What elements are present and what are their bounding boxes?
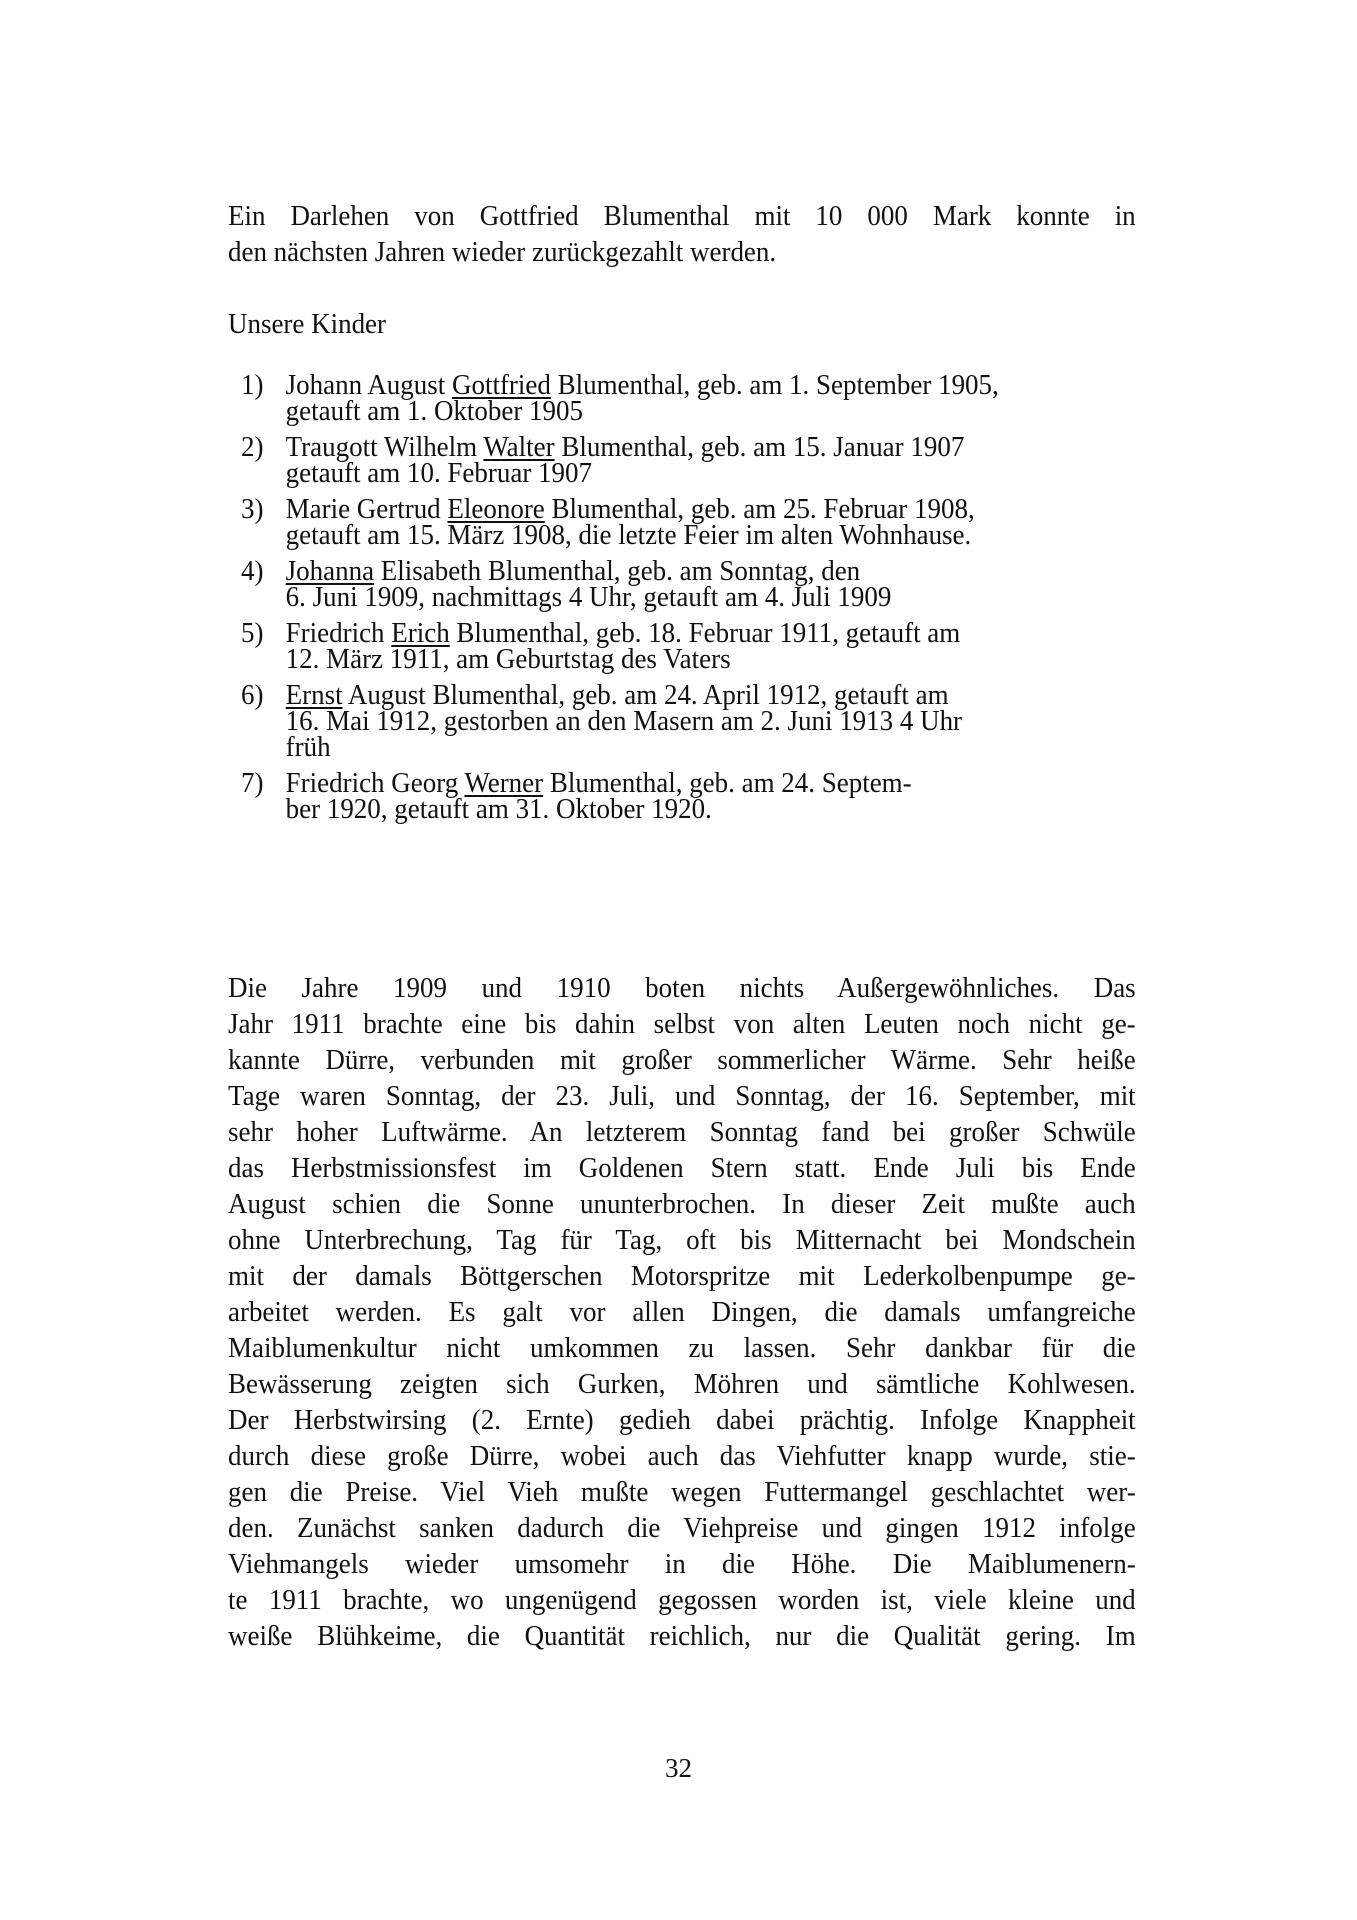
body-line: August schien die Sonne ununterbrochen. In dieser Zeit mußte auch [228, 1188, 1136, 1220]
child-entry-7 [228, 767, 1158, 825]
call-name-underlined: Gottfried [451, 369, 551, 401]
call-name-underlined: Eleonore [447, 493, 545, 525]
birth-text: Blumenthal, geb. am 25. Februar 1908, [544, 493, 975, 525]
intro-paragraph [228, 198, 1136, 270]
call-name-underlined: Ernst [285, 679, 343, 711]
body-line: weiße Blühkeime, die Quantität reichlich, nur die Qualität gering. Im [228, 1620, 1136, 1652]
birth-text: Blumenthal, geb. am 15. Januar 1907 [554, 431, 965, 463]
body-line: ohne Unterbrechung, Tag für Tag, oft bis Mitternacht bei Mondschein [228, 1224, 1136, 1256]
call-name-underlined: Walter [483, 431, 555, 463]
intro-line: den nächsten Jahren wieder zurückgezahlt werden. [228, 236, 777, 268]
child-entry-6 [228, 679, 1158, 763]
body-line: Bewässerung zeigten sich Gurken, Möhren und sämtliche Kohlwesen. [228, 1368, 1136, 1400]
child-entry-5 [228, 617, 1158, 675]
child-line-2: 12. März 1911, am Geburtstag des Vaters [285, 643, 731, 675]
birth-text: Blumenthal, geb. am 1. September 1905, [550, 369, 999, 401]
body-line: kannte Dürre, verbunden mit großer sommerlicher Wärme. Sehr heiße [228, 1044, 1136, 1076]
body-line: das Herbstmissionsfest im Goldenen Stern statt. Ende Juli bis Ende [228, 1152, 1136, 1184]
name-text: Marie Gertrud [285, 493, 448, 525]
name-text: Friedrich Georg [285, 767, 465, 799]
call-name-underlined: Johanna [285, 555, 375, 587]
children-heading: Unsere Kinder [228, 308, 387, 340]
birth-text: August Blumenthal, geb. am 24. April 1912, getauft am [342, 679, 949, 711]
list-number: 6) [241, 679, 264, 711]
name-text: Friedrich [285, 617, 392, 649]
child-entry-2 [228, 431, 1158, 489]
body-line: sehr hoher Luftwärme. An letzterem Sonntag fand bei großer Schwüle [228, 1116, 1136, 1148]
child-line-2: 6. Juni 1909, nachmittags 4 Uhr, getauft am 4. Juli 1909 [285, 581, 892, 613]
child-line-2: getauft am 15. März 1908, die letzte Feier im alten Wohnhause. [285, 519, 972, 551]
call-name-underlined: Werner [464, 767, 544, 799]
child-entry-4 [228, 555, 1158, 613]
body-line: te 1911 brachte, wo ungenügend gegossen worden ist, viele kleine und [228, 1584, 1136, 1616]
body-line: durch diese große Dürre, wobei auch das Viehfutter knapp wurde, stie- [228, 1440, 1136, 1472]
children-list [228, 369, 1158, 832]
name-text: Johann August [285, 369, 452, 401]
body-line: Die Jahre 1909 und 1910 boten nichts Außergewöhnliches. Das [228, 972, 1136, 1004]
list-number: 3) [241, 493, 264, 525]
body-line: Jahr 1911 brachte eine bis dahin selbst von alten Leuten noch nicht ge- [228, 1008, 1136, 1040]
child-line-2: 16. Mai 1912, gestorben an den Masern am 2. Juni 1913 4 Uhr [285, 705, 963, 737]
intro-line: Ein Darlehen von Gottfried Blumenthal mit 10 000 Mark konnte in [228, 200, 1136, 232]
child-entry-1 [228, 369, 1158, 427]
call-name-underlined: Erich [391, 617, 450, 649]
child-entry-3 [228, 493, 1158, 551]
body-line: gen die Preise. Viel Vieh mußte wegen Futtermangel geschlachtet wer- [228, 1476, 1136, 1508]
body-line: Der Herbstwirsing (2. Ernte) gedieh dabei prächtig. Infolge Knappheit [228, 1404, 1136, 1436]
child-line-2: ber 1920, getauft am 31. Oktober 1920. [285, 793, 712, 825]
birth-text: Blumenthal, geb. am 24. Septem- [543, 767, 912, 799]
page-number: 32 [665, 1753, 692, 1783]
body-line: arbeitet werden. Es galt vor allen Dingen, die damals umfangreiche [228, 1296, 1136, 1328]
list-number: 2) [241, 431, 264, 463]
list-number: 1) [241, 369, 264, 401]
list-number: 5) [241, 617, 264, 649]
list-number: 4) [241, 555, 264, 587]
birth-text: Elisabeth Blumenthal, geb. am Sonntag, den [374, 555, 861, 587]
body-line: Viehmangels wieder umsomehr in die Höhe. Die Maiblumenern- [228, 1548, 1136, 1580]
child-line-2: getauft am 1. Oktober 1905 [285, 395, 584, 427]
name-text: Traugott Wilhelm [285, 431, 484, 463]
body-line: den. Zunächst sanken dadurch die Viehpreise und gingen 1912 infolge [228, 1512, 1136, 1544]
body-line: Maiblumenkultur nicht umkommen zu lassen. Sehr dankbar für die [228, 1332, 1136, 1364]
list-number: 7) [241, 767, 264, 799]
body-line: Tage waren Sonntag, der 23. Juli, und Sonntag, der 16. September, mit [228, 1080, 1136, 1112]
child-line-2: getauft am 10. Februar 1907 [285, 457, 592, 489]
body-line: mit der damals Böttgerschen Motorspritze mit Lederkolbenpumpe ge- [228, 1260, 1136, 1292]
birth-text: Blumenthal, geb. 18. Februar 1911, getauft am [449, 617, 961, 649]
main-paragraph [228, 970, 1136, 1654]
child-line-3: früh [285, 731, 331, 763]
